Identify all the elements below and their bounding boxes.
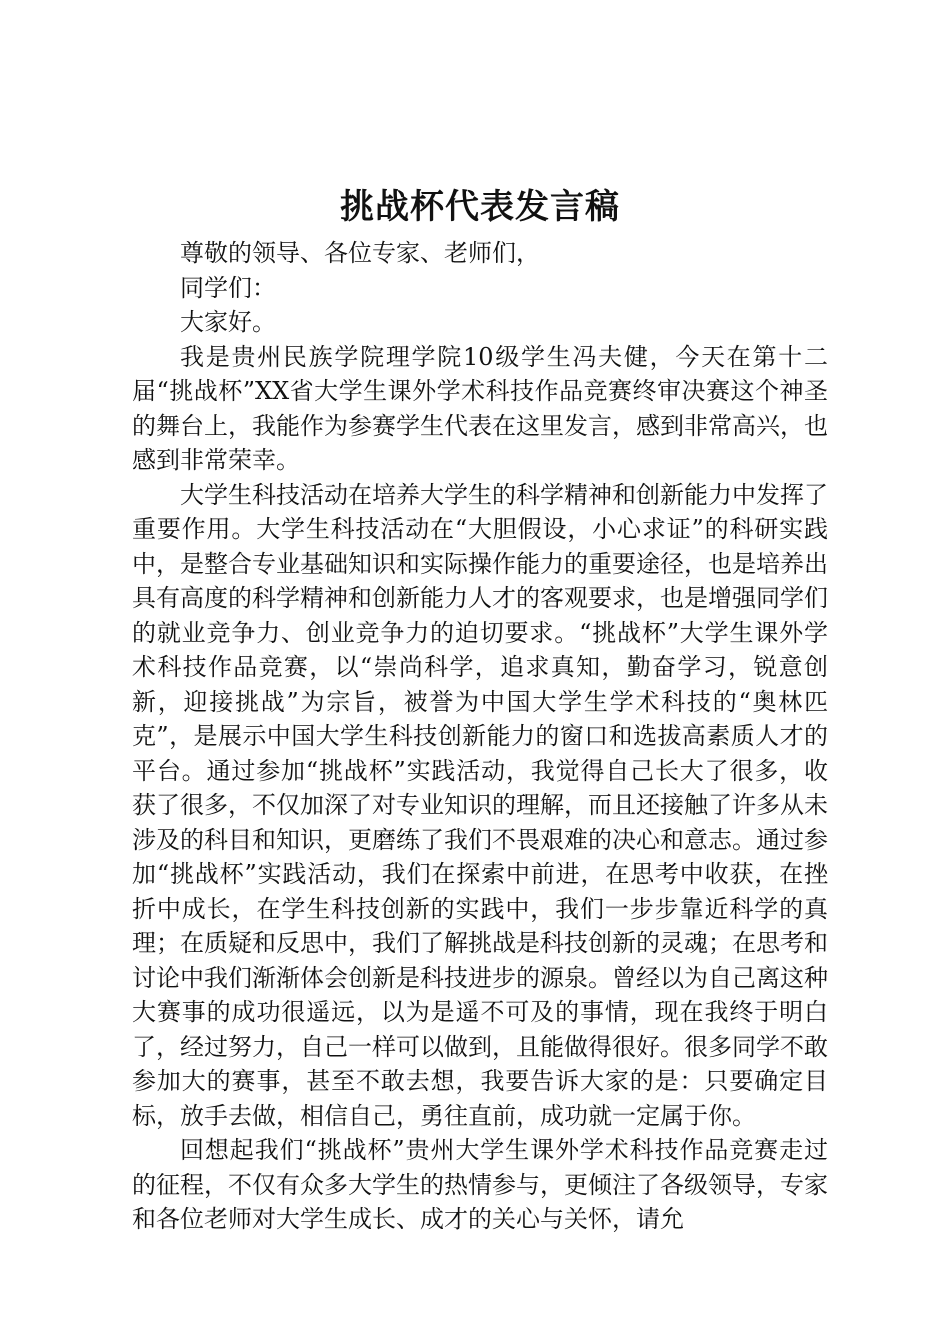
document-page <box>132 182 828 1237</box>
introduction-paragraph: 我是贵州民族学院理学院10级学生冯夫健，今天在第十二届“挑战杯”XX省大学生课外学术科技作品竞赛终审决赛这个神圣的舞台上，我能作为参赛学生代表在这里发言，感到非常高兴，也感到非常荣幸。 <box>132 342 828 474</box>
greeting-paragraph: 大家好。 <box>180 308 276 336</box>
salutation-students-paragraph: 同学们： <box>180 273 276 302</box>
salutation-paragraph: 尊敬的领导、各位专家、老师们， <box>180 239 540 267</box>
body-paragraph: 大学生科技活动在培养大学生的科学精神和创新能力中发挥了重要作用。大学生科技活动在“大胆假设，小心求证”的科研实践中，是整合专业基础知识和实际操作能力的重要途径，也是培养出具有高度的科学精神和创新能力人才的客观要求，也是增强同学们的就业竞争力、创业竞争力的迫切要求。“挑战杯”大学生课外学术科技作品竞赛，以“崇尚科学，追求真知，勤奋学习，锐意创新，迎接挑战”为宗旨，被誉为中国大学生学术科技的“奥林匹克”，是展示中国大学生科技创新能力的窗口和选拔高素质人才的平台。通过参加“挑战杯”实践活动，我觉得自己长大了很多，收获了很多，不仅加深了对专业知识的理解，而且还接触了许多从未涉及的科目和知识，更磨练了我们不畏艰难的决心和意志。通过参加“挑战杯”实践活动，我们在探索中前进，在思考中收获，在挫折中成长，在学生科技创新的实践中，我们一步步靠近科学的真理；在质疑和反思中，我们了解挑战是科技创新的灵魂；在思考和讨论中我们渐渐体会创新是科技进步的源泉。曾经以为自己离这种大赛事的成功很遥远，以为是遥不可及的事情，现在我终于明白了，经过努力，自己一样可以做到，且能做得很好。很多同学不敢参加大的赛事，甚至不敢去想，我要告诉大家的是：只要确定目标，放手去做，相信自己，勇往直前，成功就一定属于你。 <box>132 480 828 1130</box>
document-title: 挑战杯代表发言稿 <box>340 187 620 227</box>
closing-paragraph: 回想起我们“挑战杯”贵州大学生课外学术科技作品竞赛走过的征程，不仅有众多大学生的热情参与，更倾注了各级领导，专家和各位老师对大学生成长、成才的关心与关怀，请允 <box>132 1136 828 1233</box>
